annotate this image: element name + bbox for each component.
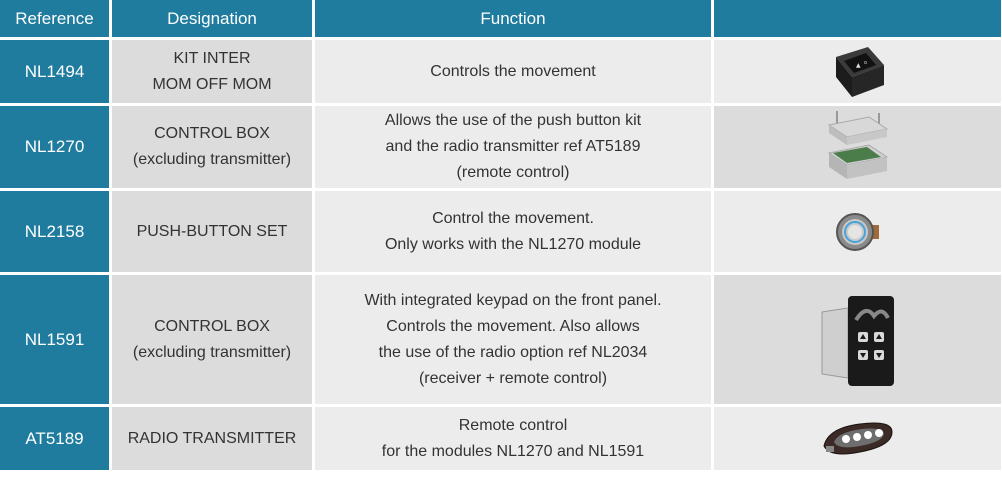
- row-2-function-line-2: and the radio transmitter ref AT5189: [385, 138, 641, 155]
- row-4-image: [714, 275, 1001, 404]
- row-3-image: [714, 191, 1001, 272]
- row-3-function-line-1: Control the movement.: [432, 209, 594, 227]
- row-5-function: [315, 407, 711, 470]
- row-5-image: [714, 407, 1001, 470]
- header-image: [714, 0, 1001, 37]
- row-5-designation-line-1: RADIO TRANSMITTER: [127, 429, 297, 447]
- row-4-designation: [112, 275, 312, 404]
- row-1-designation: [112, 40, 312, 103]
- row-5-function-line-1: Remote control: [458, 416, 568, 434]
- row-3-designation-line-1: PUSH-BUTTON SET: [136, 222, 288, 240]
- header-reference: Reference: [0, 0, 109, 37]
- row-3-reference: NL2158: [0, 191, 109, 272]
- row-1-designation-line-1: KIT INTER: [173, 49, 251, 67]
- row-4-function-line-2: Controls the movement. Also allows: [386, 317, 640, 335]
- row-4-designation-line-1: CONTROL BOX: [154, 317, 270, 335]
- row-5-designation: [112, 407, 312, 470]
- row-4-designation-line-2: (excluding transmitter): [132, 343, 292, 361]
- row-1-function-line-1: Controls the movement: [430, 62, 596, 80]
- row-1-reference: NL1494: [0, 40, 109, 103]
- row-5-function-line-2: for the modules NL1270 and NL1591: [381, 442, 645, 460]
- row-1-designation-line-2: MOM OFF MOM: [152, 75, 272, 93]
- row-4-function-line-3: the use of the radio option ref NL2034: [378, 343, 648, 361]
- header-function: Function: [315, 0, 711, 37]
- row-3-function-line-2: Only works with the NL1270 module: [384, 235, 642, 253]
- push-button-icon: [833, 207, 883, 257]
- row-1-image: [714, 40, 1001, 103]
- svg-text:o: o: [863, 59, 867, 66]
- control-box-module-icon: [823, 107, 893, 187]
- remote-transmitter-icon: [820, 416, 896, 462]
- row-3-function: [315, 191, 711, 272]
- row-3-designation: [112, 191, 312, 272]
- keypad-control-box-icon: [818, 290, 898, 390]
- row-4-function-line-4: (receiver + remote control): [418, 369, 608, 387]
- row-5-reference: AT5189: [0, 407, 109, 470]
- row-2-designation: [112, 106, 312, 188]
- row-2-function: [315, 106, 711, 188]
- row-2-function-line-3: (remote control): [456, 164, 570, 181]
- rocker-switch-icon: [828, 43, 888, 101]
- row-2-image: [714, 106, 1001, 188]
- row-4-function: [315, 275, 711, 404]
- row-2-reference: NL1270: [0, 106, 109, 188]
- header-designation: Designation: [112, 0, 312, 37]
- row-1-function: [315, 40, 711, 103]
- row-2-function-line-1: Allows the use of the push button kit: [384, 112, 642, 129]
- svg-text:▲: ▲: [855, 61, 861, 69]
- row-2-designation-line-1: CONTROL BOX: [154, 125, 270, 142]
- row-4-function-line-1: With integrated keypad on the front panel.: [364, 291, 662, 309]
- row-4-reference: NL1591: [0, 275, 109, 404]
- row-2-designation-line-2: (excluding transmitter): [132, 151, 292, 168]
